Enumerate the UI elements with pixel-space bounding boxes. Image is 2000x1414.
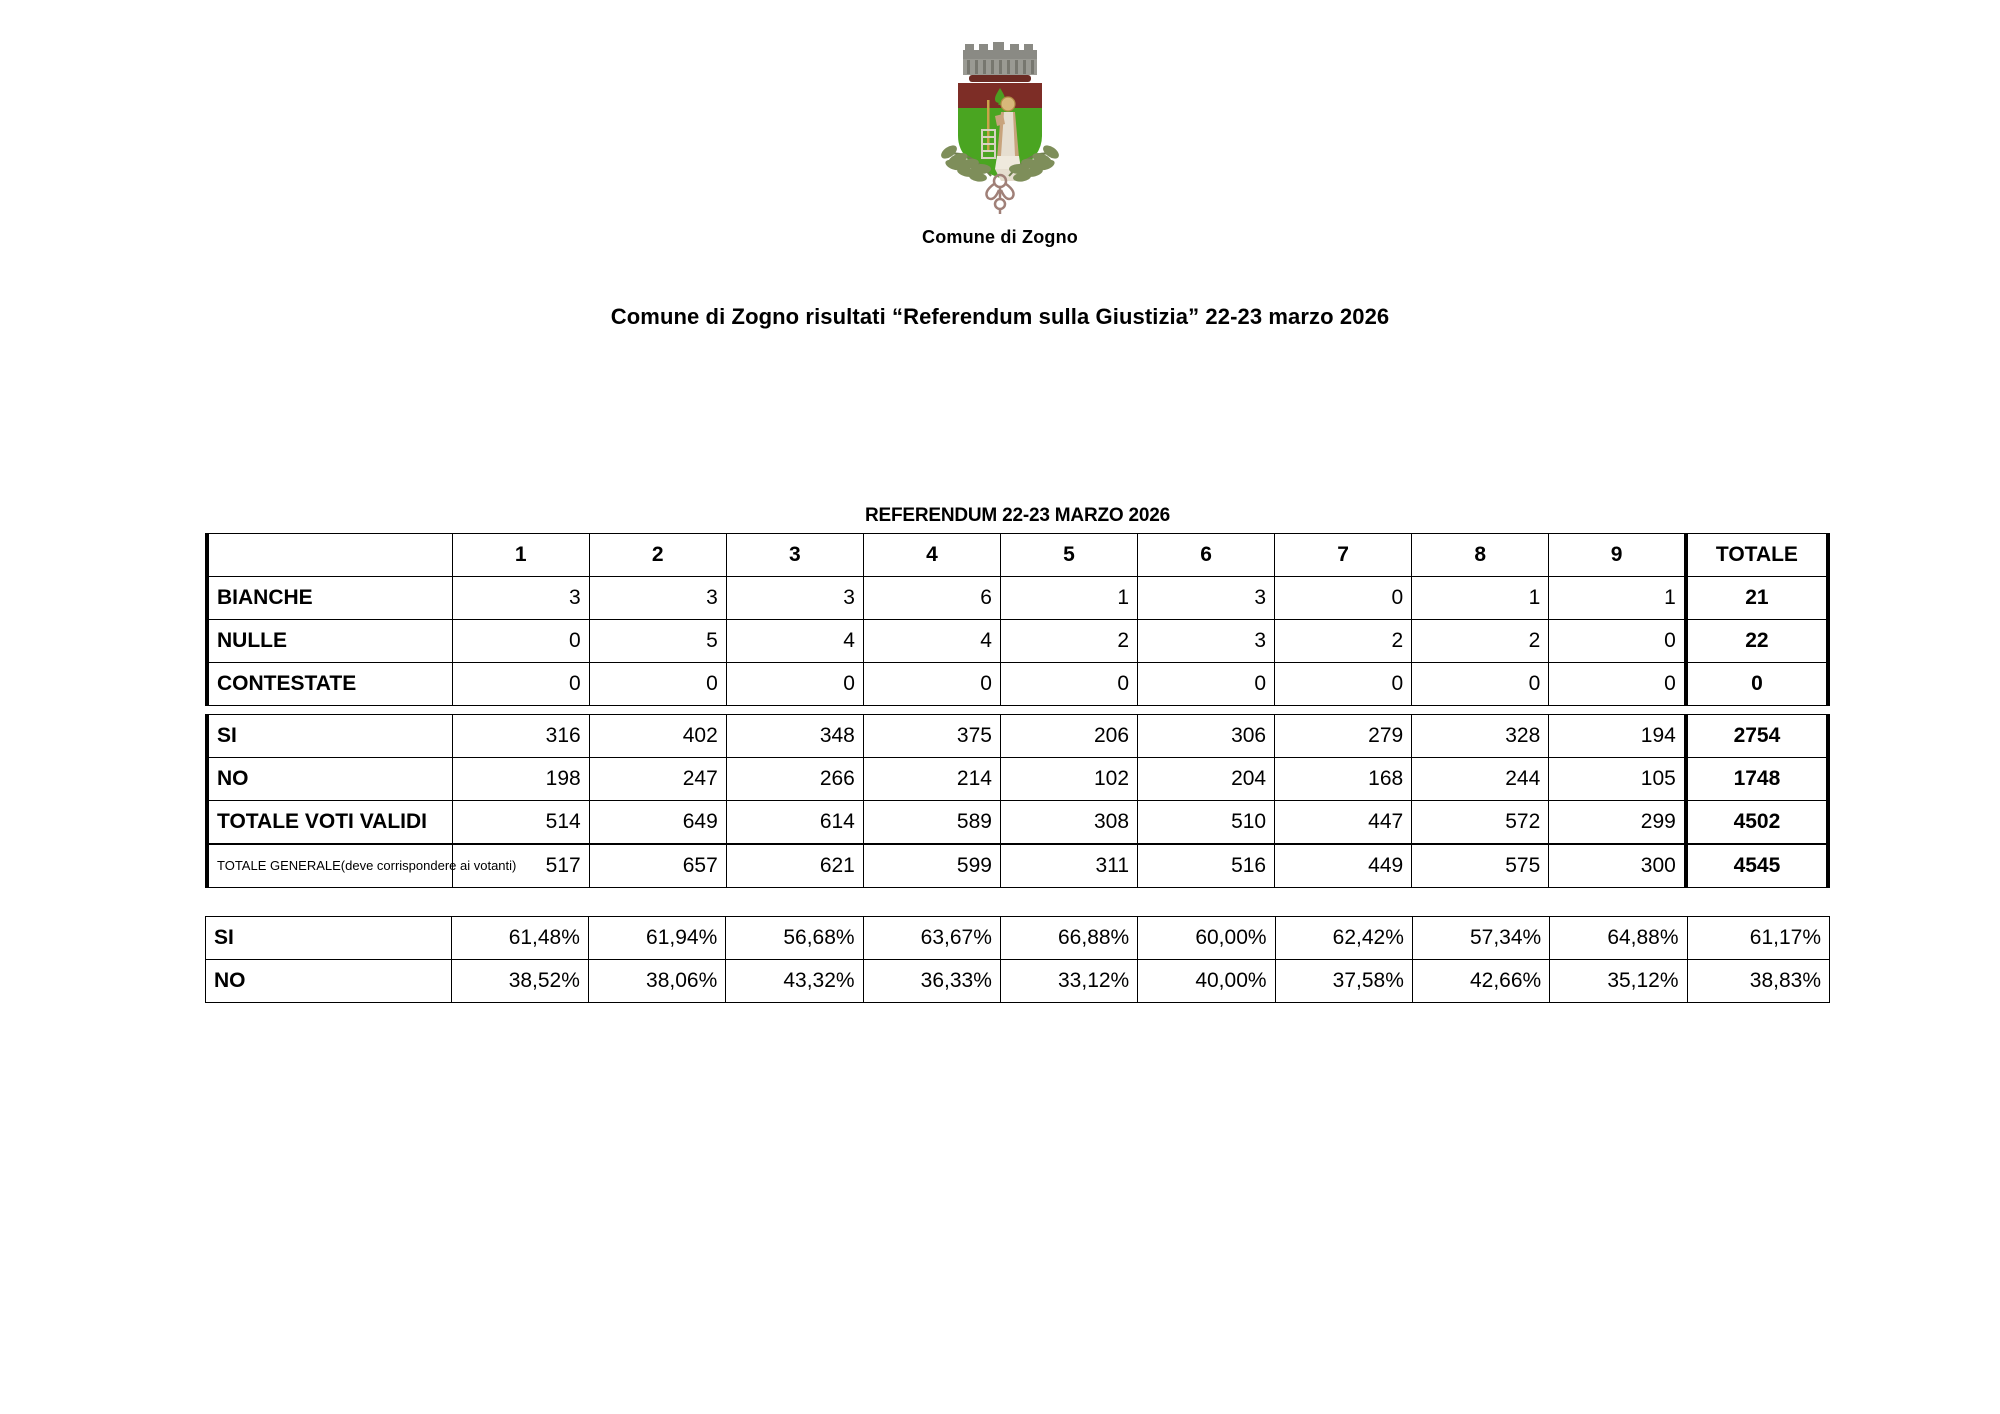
table-row-contestate bbox=[207, 663, 1828, 706]
cell-generale-2: 657 bbox=[589, 845, 726, 888]
column-header-8: 8 bbox=[1412, 534, 1549, 577]
cell-nulle-8: 2 bbox=[1412, 620, 1549, 663]
cell-validi-7: 447 bbox=[1275, 801, 1412, 844]
column-header-9: 9 bbox=[1549, 534, 1686, 577]
corner-cell bbox=[207, 534, 452, 577]
percentage-row-si bbox=[206, 917, 1830, 960]
column-header-3: 3 bbox=[726, 534, 863, 577]
cell-validi-3: 614 bbox=[726, 801, 863, 844]
cell-bianche-total: 21 bbox=[1686, 577, 1828, 620]
cell-nulle-9: 0 bbox=[1549, 620, 1686, 663]
cell-si-3: 348 bbox=[726, 715, 863, 758]
column-header-4: 4 bbox=[863, 534, 1000, 577]
cell-validi-5: 308 bbox=[1000, 801, 1137, 844]
cell-nulle-5: 2 bbox=[1000, 620, 1137, 663]
cell-generale-total: 4545 bbox=[1686, 845, 1828, 888]
cell-nulle-7: 2 bbox=[1275, 620, 1412, 663]
document-header bbox=[0, 0, 2000, 330]
cell-bianche-3: 3 bbox=[726, 577, 863, 620]
pct-row-label-no: NO bbox=[206, 960, 452, 1003]
pct-si-1: 61,48% bbox=[451, 917, 588, 960]
cell-no-8: 244 bbox=[1412, 758, 1549, 801]
pct-no-4: 36,33% bbox=[863, 960, 1000, 1003]
pct-si-8: 57,34% bbox=[1412, 917, 1549, 960]
cell-bianche-1: 3 bbox=[452, 577, 589, 620]
cell-bianche-7: 0 bbox=[1275, 577, 1412, 620]
cell-bianche-6: 3 bbox=[1138, 577, 1275, 620]
page-title: Comune di Zogno risultati “Referendum sulla Giustizia” 22-23 marzo 2026 bbox=[610, 304, 1390, 329]
pct-no-8: 42,66% bbox=[1412, 960, 1549, 1003]
cell-validi-4: 589 bbox=[863, 801, 1000, 844]
pct-no-9: 35,12% bbox=[1550, 960, 1687, 1003]
cell-nulle-2: 5 bbox=[589, 620, 726, 663]
results-table-block-b bbox=[205, 714, 1830, 844]
pct-no-2: 38,06% bbox=[588, 960, 725, 1003]
table-header-row bbox=[207, 534, 1828, 577]
pct-si-total: 61,17% bbox=[1687, 917, 1829, 960]
cell-generale-1: 517 bbox=[452, 845, 589, 888]
crest-caption: Comune di Zogno bbox=[922, 227, 1078, 247]
cell-generale-3: 621 bbox=[726, 845, 863, 888]
cell-nulle-3: 4 bbox=[726, 620, 863, 663]
cell-bianche-9: 1 bbox=[1549, 577, 1686, 620]
cell-no-6: 204 bbox=[1138, 758, 1275, 801]
pct-no-total: 38,83% bbox=[1687, 960, 1829, 1003]
cell-si-5: 206 bbox=[1000, 715, 1137, 758]
pct-si-9: 64,88% bbox=[1550, 917, 1687, 960]
cell-bianche-4: 6 bbox=[863, 577, 1000, 620]
cell-si-2: 402 bbox=[589, 715, 726, 758]
table-row-totale-voti-validi bbox=[207, 801, 1828, 844]
cell-validi-9: 299 bbox=[1549, 801, 1686, 844]
percentage-table bbox=[205, 916, 1830, 1003]
pct-no-6: 40,00% bbox=[1138, 960, 1275, 1003]
cell-contestate-4: 0 bbox=[863, 663, 1000, 706]
pct-no-1: 38,52% bbox=[451, 960, 588, 1003]
results-sheet bbox=[205, 505, 1830, 1003]
cell-contestate-6: 0 bbox=[1138, 663, 1275, 706]
cell-validi-8: 572 bbox=[1412, 801, 1549, 844]
cell-no-2: 247 bbox=[589, 758, 726, 801]
cell-no-total: 1748 bbox=[1686, 758, 1828, 801]
cell-si-total: 2754 bbox=[1686, 715, 1828, 758]
cell-generale-8: 575 bbox=[1412, 845, 1549, 888]
cell-si-6: 306 bbox=[1138, 715, 1275, 758]
block-divider-b bbox=[205, 888, 1830, 916]
cell-contestate-1: 0 bbox=[452, 663, 589, 706]
cell-contestate-3: 0 bbox=[726, 663, 863, 706]
cell-validi-1: 514 bbox=[452, 801, 589, 844]
table-row-si bbox=[207, 715, 1828, 758]
percentage-row-no bbox=[206, 960, 1830, 1003]
cell-contestate-9: 0 bbox=[1549, 663, 1686, 706]
coat-of-arms-icon bbox=[925, 38, 1075, 223]
cell-generale-9: 300 bbox=[1549, 845, 1686, 888]
row-label-no: NO bbox=[207, 758, 452, 801]
cell-generale-4: 599 bbox=[863, 845, 1000, 888]
cell-contestate-7: 0 bbox=[1275, 663, 1412, 706]
pct-row-label-si: SI bbox=[206, 917, 452, 960]
row-label-totale-voti-validi: TOTALE VOTI VALIDI bbox=[207, 801, 452, 844]
cell-generale-7: 449 bbox=[1275, 845, 1412, 888]
results-table-block-a bbox=[205, 533, 1830, 706]
table-row-no bbox=[207, 758, 1828, 801]
cell-nulle-1: 0 bbox=[452, 620, 589, 663]
row-label-bianche: BIANCHE bbox=[207, 577, 452, 620]
column-header-7: 7 bbox=[1275, 534, 1412, 577]
cell-nulle-total: 22 bbox=[1686, 620, 1828, 663]
pct-no-7: 37,58% bbox=[1275, 960, 1412, 1003]
cell-si-1: 316 bbox=[452, 715, 589, 758]
cell-contestate-5: 0 bbox=[1000, 663, 1137, 706]
cell-generale-5: 311 bbox=[1000, 845, 1137, 888]
cell-generale-6: 516 bbox=[1138, 845, 1275, 888]
pct-si-6: 60,00% bbox=[1138, 917, 1275, 960]
table-row-totale-generale bbox=[207, 845, 1828, 888]
cell-no-9: 105 bbox=[1549, 758, 1686, 801]
results-table-block-c bbox=[205, 844, 1830, 888]
cell-validi-2: 649 bbox=[589, 801, 726, 844]
cell-bianche-2: 3 bbox=[589, 577, 726, 620]
cell-validi-6: 510 bbox=[1138, 801, 1275, 844]
cell-contestate-total: 0 bbox=[1686, 663, 1828, 706]
pct-si-2: 61,94% bbox=[588, 917, 725, 960]
row-label-nulle: NULLE bbox=[207, 620, 452, 663]
pct-no-5: 33,12% bbox=[1000, 960, 1137, 1003]
cell-no-5: 102 bbox=[1000, 758, 1137, 801]
cell-nulle-4: 4 bbox=[863, 620, 1000, 663]
cell-si-7: 279 bbox=[1275, 715, 1412, 758]
row-label-si: SI bbox=[207, 715, 452, 758]
cell-no-1: 198 bbox=[452, 758, 589, 801]
row-label-contestate: CONTESTATE bbox=[207, 663, 452, 706]
row-label-totale-generale: TOTALE GENERALE(deve corrispondere ai votanti) bbox=[207, 845, 452, 888]
pct-si-5: 66,88% bbox=[1000, 917, 1137, 960]
cell-no-7: 168 bbox=[1275, 758, 1412, 801]
cell-validi-total: 4502 bbox=[1686, 801, 1828, 844]
cell-si-9: 194 bbox=[1549, 715, 1686, 758]
pct-si-7: 62,42% bbox=[1275, 917, 1412, 960]
cell-no-4: 214 bbox=[863, 758, 1000, 801]
column-header-1: 1 bbox=[452, 534, 589, 577]
cell-nulle-6: 3 bbox=[1138, 620, 1275, 663]
column-header-6: 6 bbox=[1138, 534, 1275, 577]
cell-si-4: 375 bbox=[863, 715, 1000, 758]
table-caption: REFERENDUM 22-23 MARZO 2026 bbox=[864, 505, 1170, 526]
cell-si-8: 328 bbox=[1412, 715, 1549, 758]
cell-no-3: 266 bbox=[726, 758, 863, 801]
block-divider-a bbox=[205, 706, 1830, 714]
table-row-nulle bbox=[207, 620, 1828, 663]
column-header-total: TOTALE bbox=[1686, 534, 1828, 577]
column-header-5: 5 bbox=[1000, 534, 1137, 577]
column-header-2: 2 bbox=[589, 534, 726, 577]
cell-contestate-2: 0 bbox=[589, 663, 726, 706]
pct-no-3: 43,32% bbox=[726, 960, 863, 1003]
cell-contestate-8: 0 bbox=[1412, 663, 1549, 706]
table-row-bianche bbox=[207, 577, 1828, 620]
pct-si-4: 63,67% bbox=[863, 917, 1000, 960]
pct-si-3: 56,68% bbox=[726, 917, 863, 960]
cell-bianche-8: 1 bbox=[1412, 577, 1549, 620]
cell-bianche-5: 1 bbox=[1000, 577, 1137, 620]
